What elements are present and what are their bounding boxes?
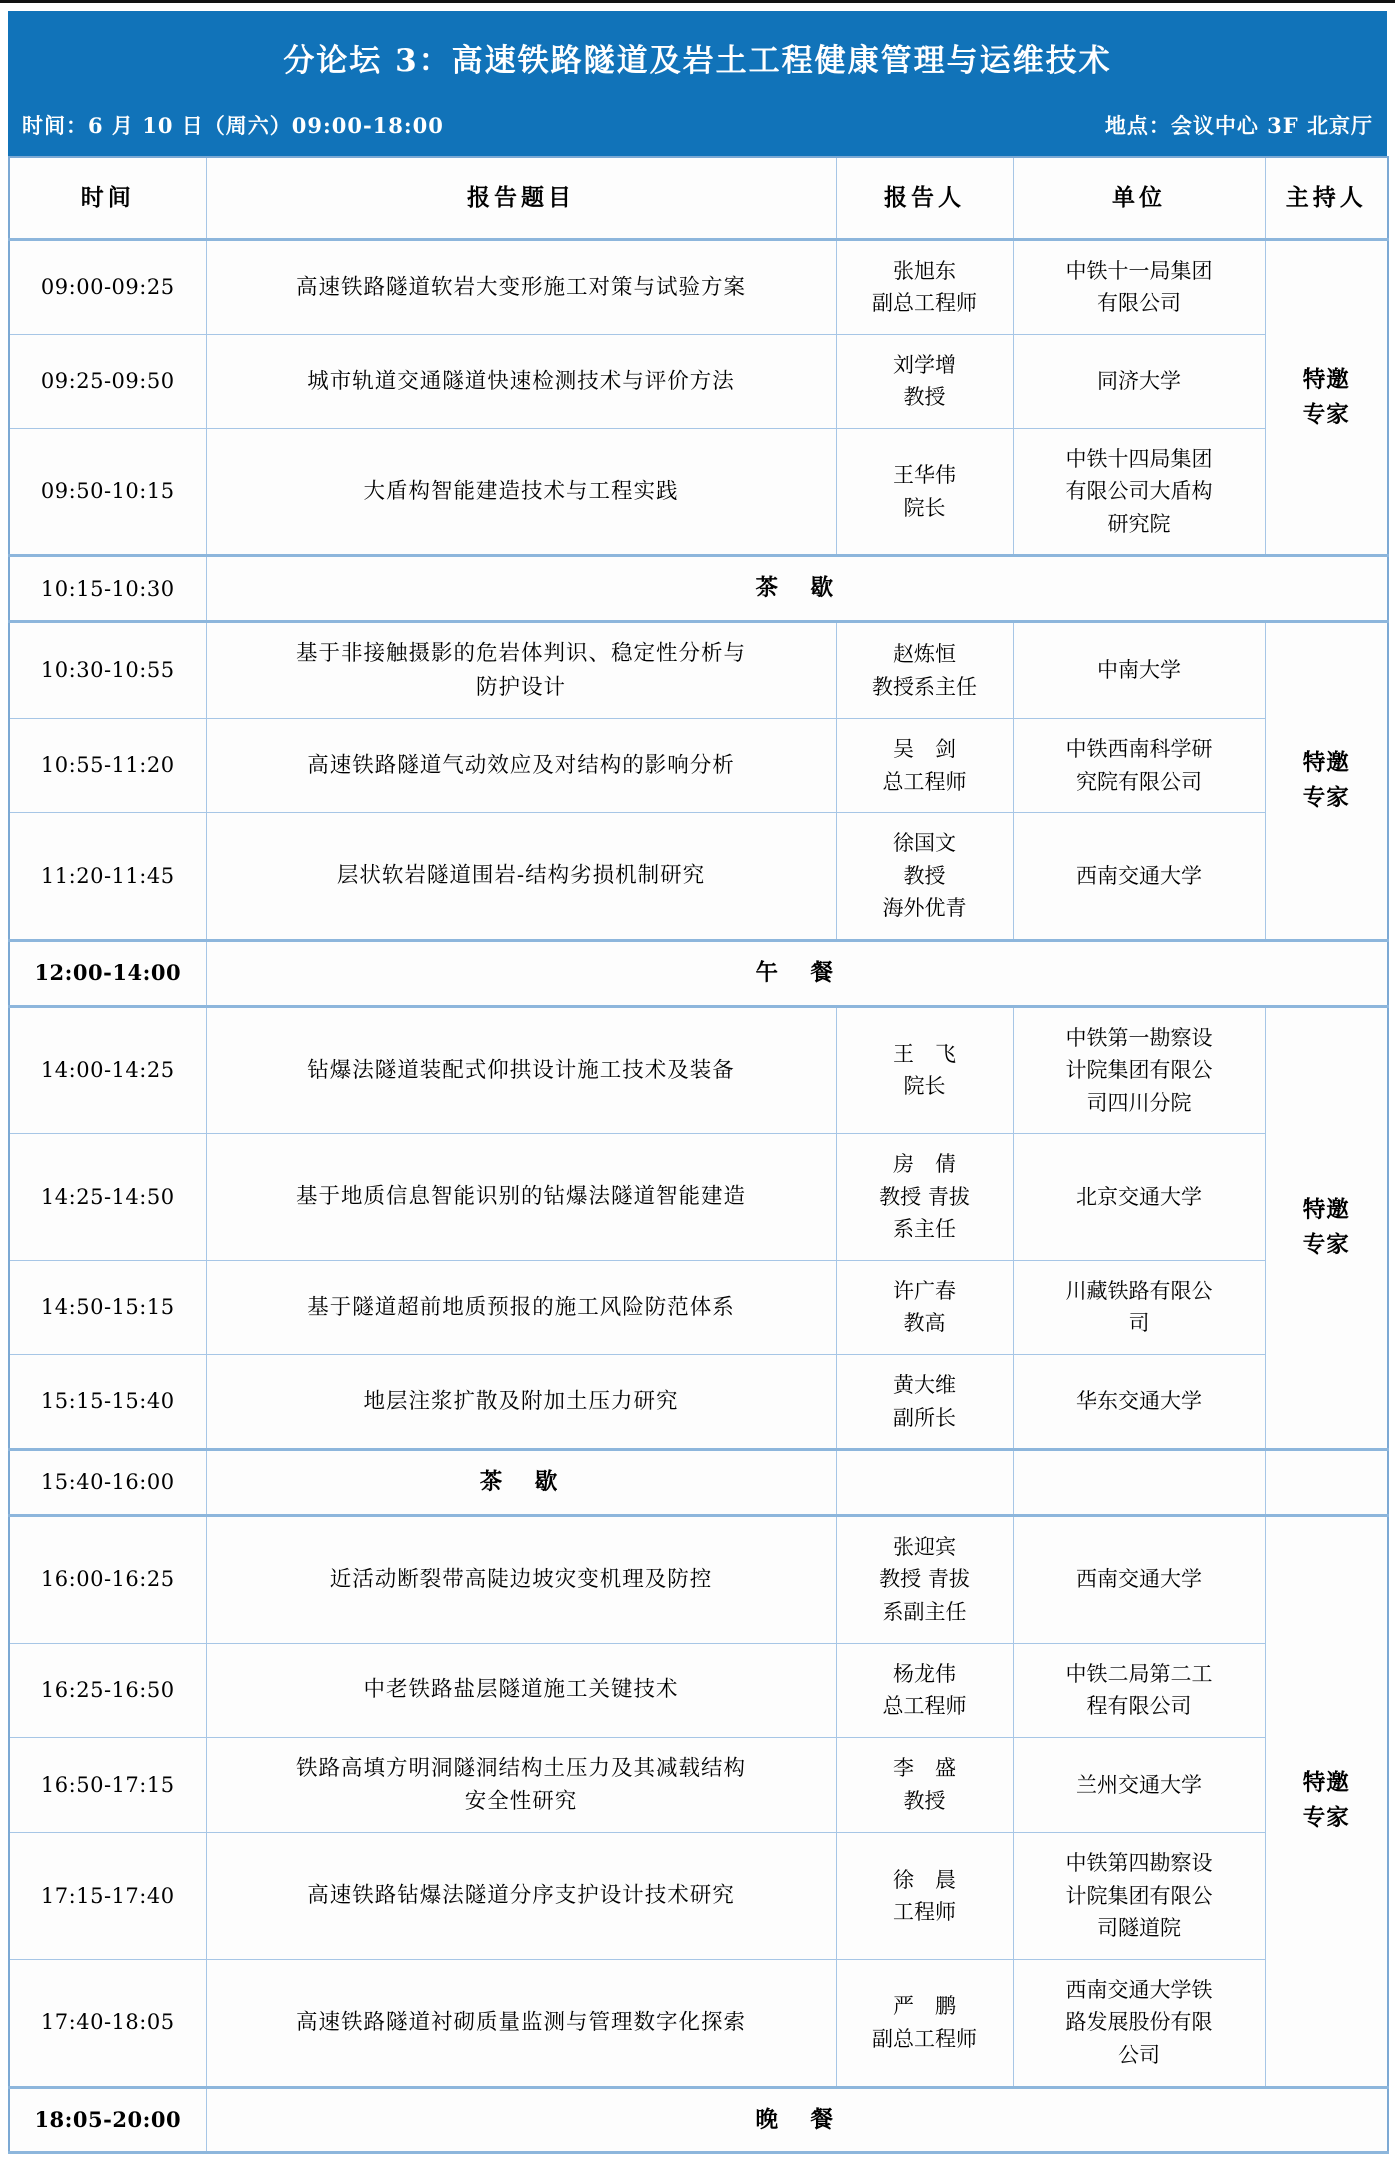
talk-row [9, 1260, 1388, 1354]
talk-row [9, 813, 1388, 941]
session-location: 地点：会议中心 3F 北京厅 [1104, 113, 1373, 138]
host-cell: 特邀 专家 [1265, 622, 1388, 940]
affiliation-cell: 中铁第一勘察设 计院集团有限公 司四川分院 [1013, 1006, 1265, 1134]
header-row [9, 157, 1388, 239]
time-cell: 09:25-09:50 [9, 334, 206, 428]
column-header-affiliation: 单位 [1013, 157, 1265, 239]
speaker-cell: 杨龙伟 总工程师 [836, 1643, 1013, 1737]
break-cell: 茶 歇 [206, 556, 1388, 622]
time-cell: 10:55-11:20 [9, 718, 206, 812]
talk-row [9, 622, 1388, 719]
topic-cell: 基于地质信息智能识别的钻爆法隧道智能建造 [206, 1134, 836, 1261]
topic-cell: 铁路高填方明洞隧洞结构土压力及其减载结构 安全性研究 [206, 1737, 836, 1833]
speaker-cell: 徐国文 教授 海外优青 [836, 813, 1013, 941]
talk-row [9, 1833, 1388, 1960]
talk-row [9, 239, 1388, 334]
affiliation-cell: 兰州交通大学 [1013, 1737, 1265, 1833]
break-row [9, 940, 1388, 1006]
topic-cell: 层状软岩隧道围岩-结构劣损机制研究 [206, 813, 836, 941]
time-cell: 10:30-10:55 [9, 622, 206, 719]
talk-row [9, 1643, 1388, 1737]
break-row [9, 1450, 1388, 1516]
time-cell: 14:00-14:25 [9, 1006, 206, 1134]
talk-row [9, 428, 1388, 556]
break-row [9, 556, 1388, 622]
time-cell: 16:50-17:15 [9, 1737, 206, 1833]
affiliation-cell: 中铁十一局集团 有限公司 [1013, 239, 1265, 334]
time-cell: 09:00-09:25 [9, 239, 206, 334]
host-cell: 特邀 专家 [1265, 239, 1388, 556]
speaker-cell: 徐 晨 工程师 [836, 1833, 1013, 1960]
affiliation-cell: 中铁第四勘察设 计院集团有限公 司隧道院 [1013, 1833, 1265, 1960]
time-cell: 09:50-10:15 [9, 428, 206, 556]
host-cell [1265, 1450, 1388, 1516]
topic-cell: 城市轨道交通隧道快速检测技术与评价方法 [206, 334, 836, 428]
topic-cell: 近活动断裂带高陡边坡灾变机理及防控 [206, 1515, 836, 1643]
column-header-speaker: 报告人 [836, 157, 1013, 239]
speaker-cell: 黄大维 副所长 [836, 1354, 1013, 1449]
session-time: 时间：6 月 10 日（周六）09:00-18:00 [22, 113, 444, 138]
topic-cell: 地层注浆扩散及附加土压力研究 [206, 1354, 836, 1449]
speaker-cell: 张迎宾 教授 青拔 系副主任 [836, 1515, 1013, 1643]
topic-cell: 基于隧道超前地质预报的施工风险防范体系 [206, 1260, 836, 1354]
banner-subline [20, 110, 1375, 140]
affiliation-cell: 同济大学 [1013, 334, 1265, 428]
speaker-cell: 王华伟 院长 [836, 428, 1013, 556]
speaker-cell: 吴 剑 总工程师 [836, 718, 1013, 812]
time-cell: 11:20-11:45 [9, 813, 206, 941]
column-header-topic: 报告题目 [206, 157, 836, 239]
talk-row [9, 718, 1388, 812]
speaker-cell: 房 倩 教授 青拔 系主任 [836, 1134, 1013, 1261]
talk-row [9, 1737, 1388, 1833]
time-cell: 16:00-16:25 [9, 1515, 206, 1643]
affiliation-cell: 中南大学 [1013, 622, 1265, 719]
event-banner [8, 11, 1387, 156]
speaker-cell: 许广春 教高 [836, 1260, 1013, 1354]
affiliation-cell: 川藏铁路有限公 司 [1013, 1260, 1265, 1354]
time-cell: 15:40-16:00 [9, 1450, 206, 1516]
affiliation-cell: 华东交通大学 [1013, 1354, 1265, 1449]
affiliation-cell: 中铁西南科学研 究院有限公司 [1013, 718, 1265, 812]
talk-row [9, 1515, 1388, 1643]
topic-cell: 高速铁路钻爆法隧道分序支护设计技术研究 [206, 1833, 836, 1960]
affiliation-cell: 北京交通大学 [1013, 1134, 1265, 1261]
affiliation-cell: 西南交通大学铁 路发展股份有限 公司 [1013, 1959, 1265, 2087]
time-cell: 16:25-16:50 [9, 1643, 206, 1737]
speaker-cell: 张旭东 副总工程师 [836, 239, 1013, 334]
speaker-cell: 刘学增 教授 [836, 334, 1013, 428]
time-cell: 15:15-15:40 [9, 1354, 206, 1449]
affiliation-cell [1013, 1450, 1265, 1516]
column-header-time: 时间 [9, 157, 206, 239]
topic-cell: 基于非接触摄影的危岩体判识、稳定性分析与 防护设计 [206, 622, 836, 719]
time-cell: 14:25-14:50 [9, 1134, 206, 1261]
break-row [9, 2087, 1388, 2153]
column-header-host: 主持人 [1265, 157, 1388, 239]
speaker-cell: 严 鹏 副总工程师 [836, 1959, 1013, 2087]
speaker-cell: 王 飞 院长 [836, 1006, 1013, 1134]
affiliation-cell: 西南交通大学 [1013, 813, 1265, 941]
host-cell: 特邀 专家 [1265, 1006, 1388, 1449]
speaker-cell [836, 1450, 1013, 1516]
talk-row [9, 1134, 1388, 1261]
time-cell: 12:00-14:00 [9, 940, 206, 1006]
affiliation-cell: 中铁二局第二工 程有限公司 [1013, 1643, 1265, 1737]
time-cell: 17:40-18:05 [9, 1959, 206, 2087]
topic-cell: 高速铁路隧道衬砌质量监测与管理数字化探索 [206, 1959, 836, 2087]
break-cell: 晚 餐 [206, 2087, 1388, 2153]
topic-cell: 中老铁路盐层隧道施工关键技术 [206, 1643, 836, 1737]
break-cell: 午 餐 [206, 940, 1388, 1006]
talk-row [9, 1959, 1388, 2087]
break-cell: 茶 歇 [206, 1450, 836, 1516]
topic-cell: 高速铁路隧道软岩大变形施工对策与试验方案 [206, 239, 836, 334]
topic-cell: 高速铁路隧道气动效应及对结构的影响分析 [206, 718, 836, 812]
affiliation-cell: 西南交通大学 [1013, 1515, 1265, 1643]
talk-row [9, 1006, 1388, 1134]
time-cell: 14:50-15:15 [9, 1260, 206, 1354]
time-cell: 17:15-17:40 [9, 1833, 206, 1960]
agenda-table [8, 156, 1389, 2154]
agenda-table-body [9, 239, 1388, 2153]
speaker-cell: 赵炼恒 教授系主任 [836, 622, 1013, 719]
time-cell: 10:15-10:30 [9, 556, 206, 622]
forum-title: 分论坛 3：高速铁路隧道及岩土工程健康管理与运维技术 [283, 43, 1112, 79]
speaker-cell: 李 盛 教授 [836, 1737, 1013, 1833]
time-cell: 18:05-20:00 [9, 2087, 206, 2153]
host-cell: 特邀 专家 [1265, 1515, 1388, 2087]
topic-cell: 钻爆法隧道装配式仰拱设计施工技术及装备 [206, 1006, 836, 1134]
talk-row [9, 334, 1388, 428]
affiliation-cell: 中铁十四局集团 有限公司大盾构 研究院 [1013, 428, 1265, 556]
topic-cell: 大盾构智能建造技术与工程实践 [206, 428, 836, 556]
talk-row [9, 1354, 1388, 1449]
